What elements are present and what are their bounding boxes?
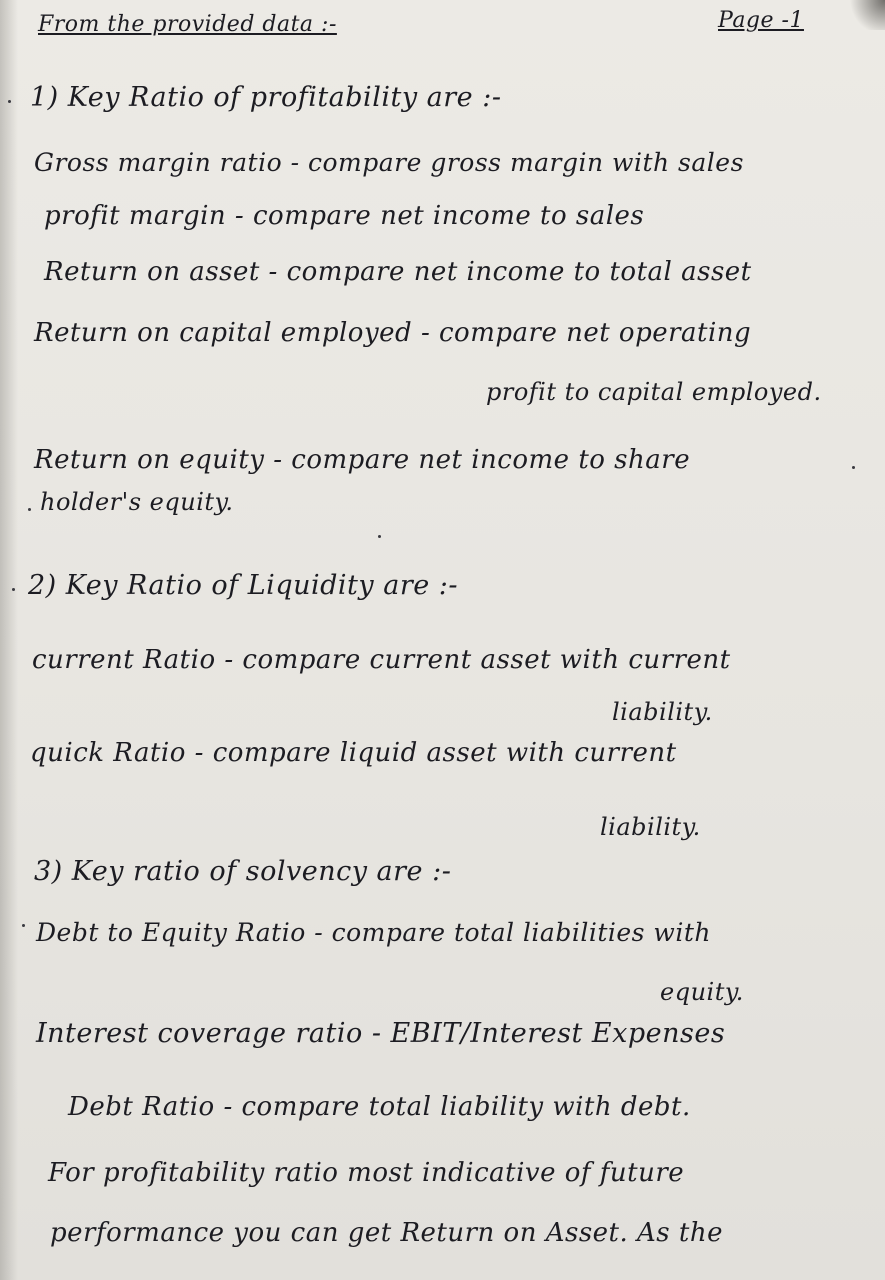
list-item-continuation: profit to capital employed.: [486, 378, 822, 406]
list-item: Return on equity - compare net income to share: [34, 445, 691, 475]
closing-line-2: performance you can get Return on Asset. As the: [50, 1218, 723, 1248]
section-heading-profitability: 1) Key Ratio of profitability are :-: [30, 82, 502, 113]
pen-dot: [378, 535, 381, 538]
pen-dot: [28, 508, 31, 511]
list-item-continuation: equity.: [660, 978, 744, 1006]
list-item-continuation: liability.: [612, 698, 713, 726]
list-item: Gross margin ratio - compare gross margin with sales: [34, 148, 744, 177]
list-item-continuation: holder's equity.: [40, 488, 234, 516]
list-item: current Ratio - compare current asset with current: [32, 645, 731, 675]
page-header-title: From the provided data :-: [38, 12, 337, 37]
pen-dot: [22, 924, 25, 927]
list-item: profit margin - compare net income to sales: [44, 201, 645, 231]
list-item: Return on asset - compare net income to total asset: [44, 257, 752, 287]
pen-dot: [852, 466, 855, 469]
list-item: Debt to Equity Ratio - compare total liabilities with: [36, 918, 711, 947]
pen-dot: [12, 588, 15, 591]
list-item: Debt Ratio - compare total liability with debt.: [68, 1092, 691, 1122]
list-item: Interest coverage ratio - EBIT/Interest Expenses: [36, 1018, 726, 1049]
list-item-continuation: liability.: [600, 813, 701, 841]
page-edge-shadow: [0, 0, 18, 1280]
closing-line-1: For profitability ratio most indicative of future: [48, 1158, 685, 1188]
pen-dot: [8, 100, 11, 103]
page-corner-shadow: [845, 0, 885, 30]
section-heading-liquidity: 2) Key Ratio of Liquidity are :-: [28, 570, 459, 601]
page-number-label: Page -1: [718, 8, 804, 33]
section-heading-solvency: 3) Key ratio of solvency are :-: [34, 856, 452, 887]
list-item: Return on capital employed - compare net operating: [34, 318, 752, 348]
list-item: quick Ratio - compare liquid asset with current: [30, 738, 677, 768]
